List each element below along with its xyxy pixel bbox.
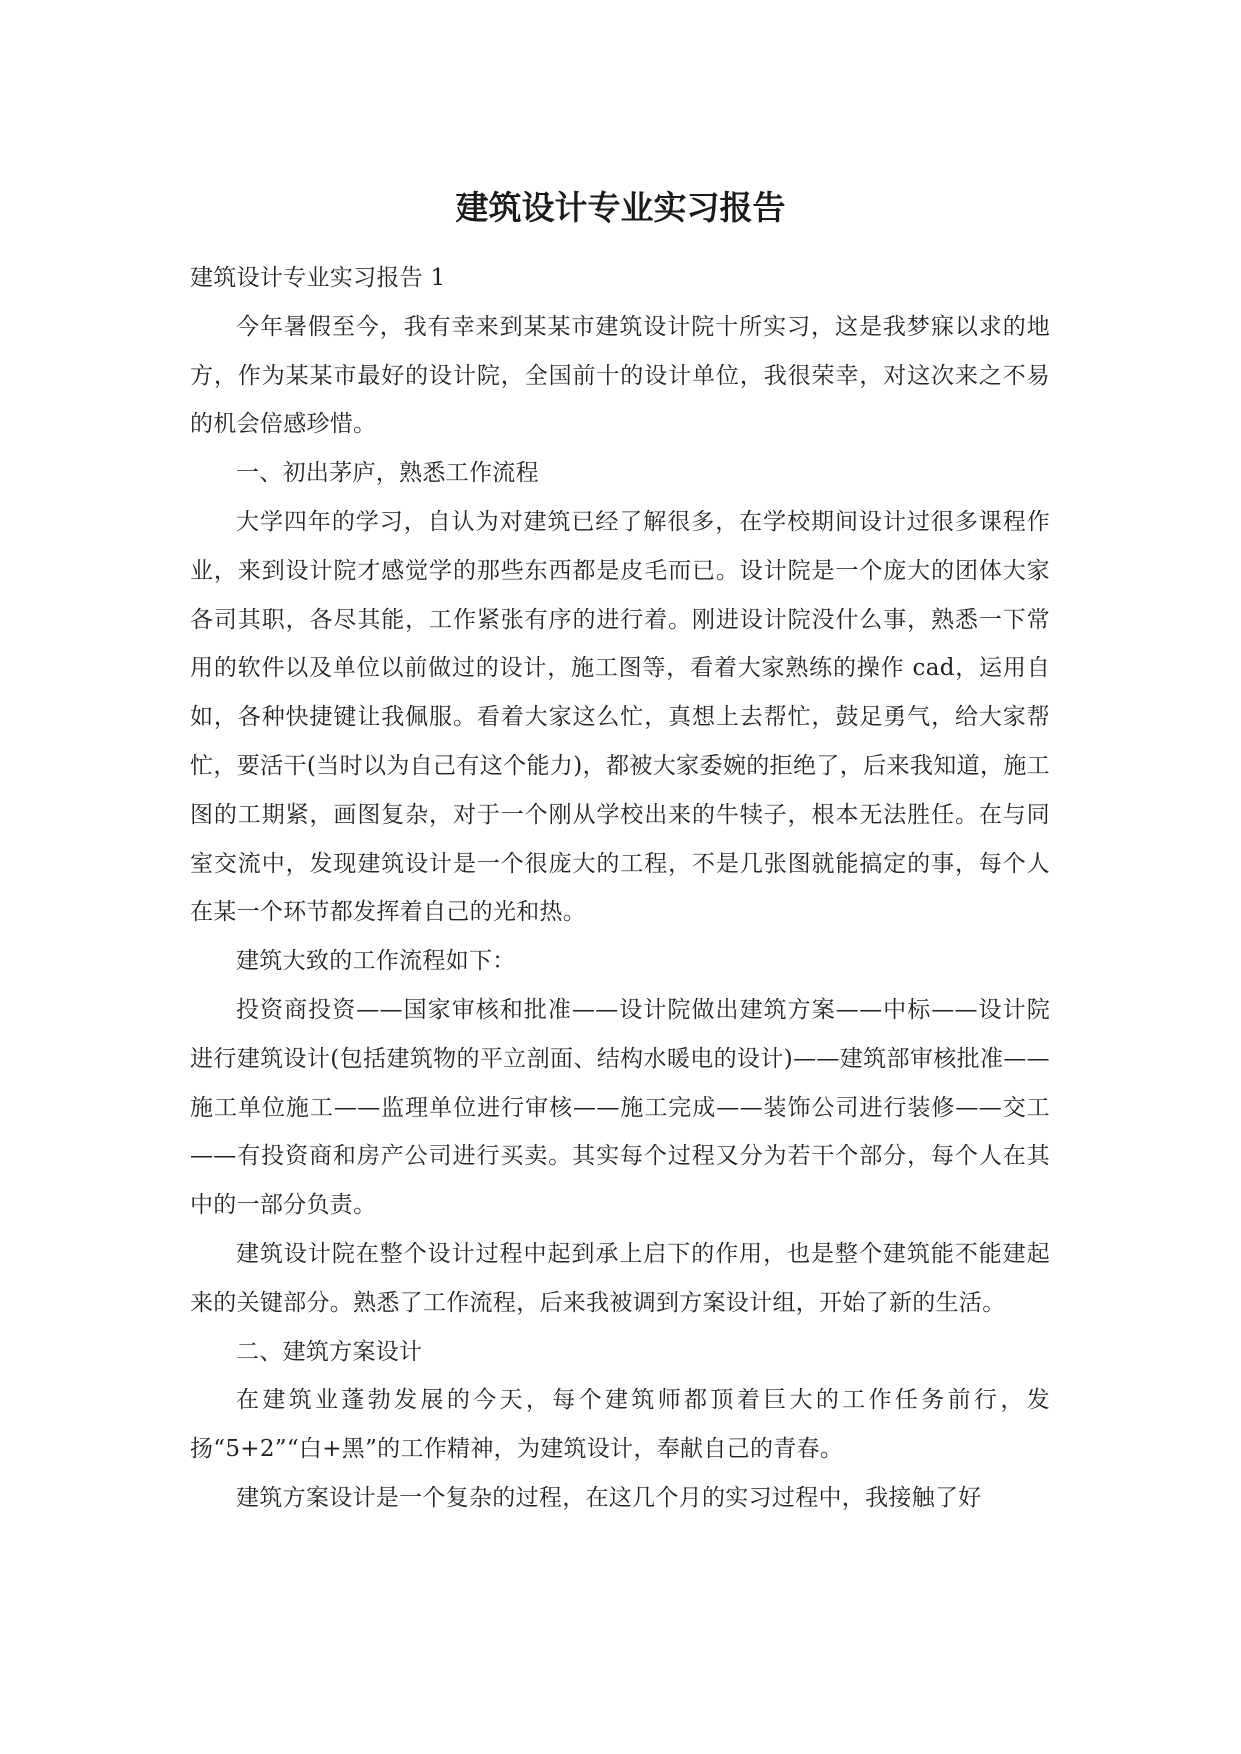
paragraph-workflow: 投资商投资——国家审核和批准——设计院做出建筑方案——中标——设计院进行建筑设计(包括建筑物的平立剖面、结构水暖电的设计)——建筑部审核批准——施工单位施工——监理单位进行审核——施工完成——装饰公司进行装修——交工——有投资商和房产公司进行买卖。其实每个过程又分为若干个部分，每个人在其中的一部分负责。 — [190, 996, 1050, 1219]
paragraph-workflow-lead: 建筑大致的工作流程如下： — [236, 948, 516, 975]
section-heading-2: 二、建筑方案设计 — [236, 1338, 423, 1365]
paragraph-scheme-design: 建筑方案设计是一个复杂的过程，在这几个月的实习过程中，我接触了好 — [236, 1484, 982, 1511]
document-title: 建筑设计专业实习报告 — [455, 188, 786, 227]
document-body — [190, 254, 1050, 1523]
report-subtitle: 建筑设计专业实习报告 1 — [190, 265, 446, 291]
paragraph-intro: 今年暑假至今，我有幸来到某某市建筑设计院十所实习，这是我梦寐以求的地方，作为某某市最好的设计院，全国前十的设计单位，我很荣幸，对这次来之不易的机会倍感珍惜。 — [190, 313, 1050, 438]
paragraph-architects: 在建筑业蓬勃发展的今天，每个建筑师都顶着巨大的工作任务前行，发扬“5+2”“白+黑”的工作精神，为建筑设计，奉献自己的青春。 — [190, 1387, 1050, 1463]
section-heading-1: 一、初出茅庐，熟悉工作流程 — [236, 460, 539, 487]
paragraph-design-institute-role: 建筑设计院在整个设计过程中起到承上启下的作用，也是整个建筑能不能建起来的关键部分。熟悉了工作流程，后来我被调到方案设计组，开始了新的生活。 — [190, 1240, 1050, 1316]
paragraph-learning: 大学四年的学习，自认为对建筑已经了解很多，在学校期间设计过很多课程作业，来到设计院才感觉学的那些东西都是皮毛而已。设计院是一个庞大的团体大家各司其职，各尽其能，工作紧张有序的进行着。刚进设计院没什么事，熟悉一下常用的软件以及单位以前做过的设计，施工图等，看着大家熟练的操作 cad，运用自如，各种快捷键让我佩服。看着大家这么忙，真想上去帮忙，鼓足勇气，给大家帮忙，要活干(当时以为自己有这个能力)，都被大家委婉的拒绝了，后来我知道，施工图的工期紧，画图复杂，对于一个刚从学校出来的牛犊子，根本无法胜任。在与同室交流中，发现建筑设计是一个很庞大的工程，不是几张图就能搞定的事，每个人在某一个环节都发挥着自己的光和热。 — [190, 508, 1050, 926]
